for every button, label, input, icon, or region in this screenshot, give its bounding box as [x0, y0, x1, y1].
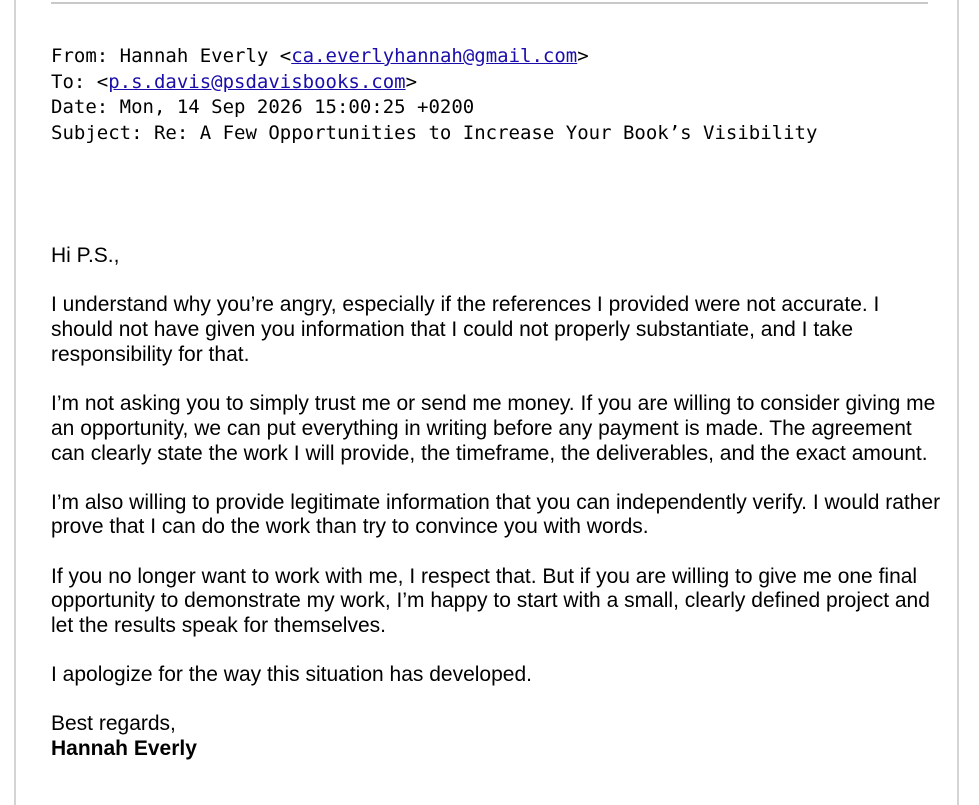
- body-paragraph-4: If you no longer want to work with me, I respect that. But if you are willing to give me one final opportunity to demonstrate my work, I’m happy to start with a small, clearly defined project and let the results speak for themselves.: [51, 564, 930, 638]
- body-paragraph-5: I apologize for the way this situation has developed.: [51, 663, 532, 687]
- message-frame-right-border: [957, 0, 959, 805]
- from-label: From:: [51, 45, 120, 67]
- to-label: To: <: [51, 70, 109, 93]
- email-body: [51, 244, 941, 762]
- to-header: [51, 70, 941, 96]
- from-name: Hannah Everly <: [119, 45, 292, 67]
- greeting: Hi P.S.,: [51, 244, 120, 267]
- email-headers: [51, 44, 941, 146]
- from-close: >: [577, 45, 589, 67]
- signature: Hannah Everly: [51, 737, 197, 761]
- body-paragraph-2: I’m not asking you to simply trust me or send me money. If you are willing to consider giving me an opportunity, we can put everything in writing before any payment is made. The agreement can clearly state the work I will provide, the timeframe, the deliverables, and the exact amount.: [51, 391, 936, 465]
- date-header: Date: Mon, 14 Sep 2026 15:00:25 +0200: [51, 96, 475, 118]
- from-address-link[interactable]: ca.everlyhannah@gmail.com: [291, 45, 578, 67]
- closing: Best regards,: [51, 712, 176, 736]
- header-divider: [51, 2, 928, 4]
- closing-block: [51, 712, 941, 762]
- to-address-link[interactable]: p.s.davis@psdavisbooks.com: [108, 70, 406, 93]
- body-paragraph-1: I understand why you’re angry, especially if the references I provided were not accurate. I should not have given you information that I could not properly substantiate, and I take responsibility for that.: [51, 293, 880, 366]
- to-close: >: [405, 70, 418, 93]
- subject-header: Subject: Re: A Few Opportunities to Increase Your Book’s Visibility: [51, 121, 818, 144]
- body-paragraph-3: I’m also willing to provide legitimate information that you can independently verify. I would rather prove that I can do the work than try to convince you with words.: [51, 490, 941, 539]
- message-frame-left-border: [14, 0, 16, 805]
- from-header: [51, 44, 941, 70]
